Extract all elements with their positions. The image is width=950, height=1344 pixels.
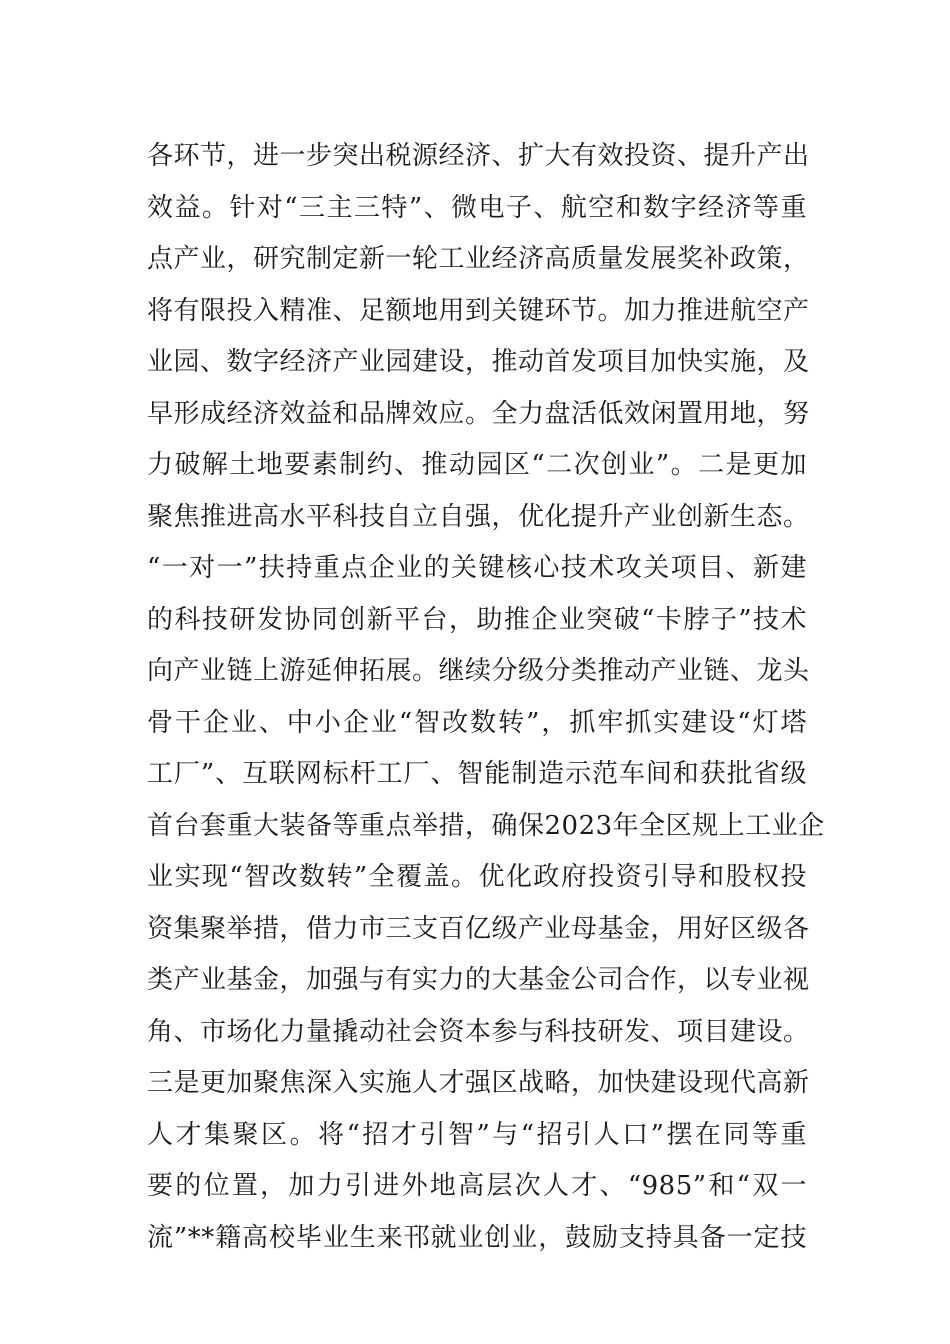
text-line: 向产业链上游延伸拓展。继续分级分类推动产业链、龙头: [147, 656, 810, 686]
text-line: 力破解土地要素制约、推动园区“二次创业”。二是更加: [147, 450, 807, 480]
text-line: 资集聚举措，借力市三支百亿级产业母基金，用好区级各: [147, 913, 810, 944]
text-line: 类产业基金，加强与有实力的大基金公司合作，以专业视: [147, 965, 810, 995]
text-line: 首台套重大装备等重点举措，确保2023年全区规上工业企: [147, 810, 825, 841]
text-line: 要的位置，加力引进外地高层次人才、“985”和“双一: [147, 1171, 807, 1201]
text-line: 各环节，进一步突出税源经济、扩大有效投资、提升产出: [147, 141, 810, 171]
text-line: “一对一”扶持重点企业的关键核心技术攻关项目、新建: [147, 553, 807, 583]
text-line: 业园、数字经济产业园建设，推动首发项目加快实施，及: [147, 347, 810, 377]
text-line: 人才集聚区。将“招才引智”与“招引人口”摆在同等重: [147, 1119, 807, 1150]
text-line: 业实现“智改数转”全覆盖。优化政府投资引导和股权投: [147, 862, 807, 892]
text-line: 骨干企业、中小企业“智改数转”，抓牢抓实建设“灯塔: [147, 707, 807, 738]
text-line: 聚焦推进高水平科技自立自强，优化提升产业创新生态。: [147, 501, 810, 532]
text-line: 三是更加聚焦深入实施人才强区战略，加快建设现代高新: [147, 1068, 810, 1098]
text-line: 效益。针对“三主三特”、微电子、航空和数字经济等重: [147, 192, 807, 223]
text-line: 点产业，研究制定新一轮工业经济高质量发展奖补政策，: [147, 244, 810, 274]
text-line: 工厂”、互联网标杆工厂、智能制造示范车间和获批省级: [147, 759, 807, 789]
text-line: 早形成经济效益和品牌效应。全力盘活低效闲置用地，努: [147, 398, 810, 429]
body-paragraph: [147, 131, 825, 1264]
text-line: 将有限投入精准、足额地用到关键环节。加力推进航空产: [147, 295, 810, 326]
text-line: 角、市场化力量撬动社会资本参与科技研发、项目建设。: [147, 1016, 810, 1047]
text-line: 流”**籍高校毕业生来邗就业创业，鼓励支持具备一定技: [147, 1222, 807, 1253]
text-line: 的科技研发协同创新平台，助推企业突破“卡脖子”技术: [147, 604, 807, 635]
